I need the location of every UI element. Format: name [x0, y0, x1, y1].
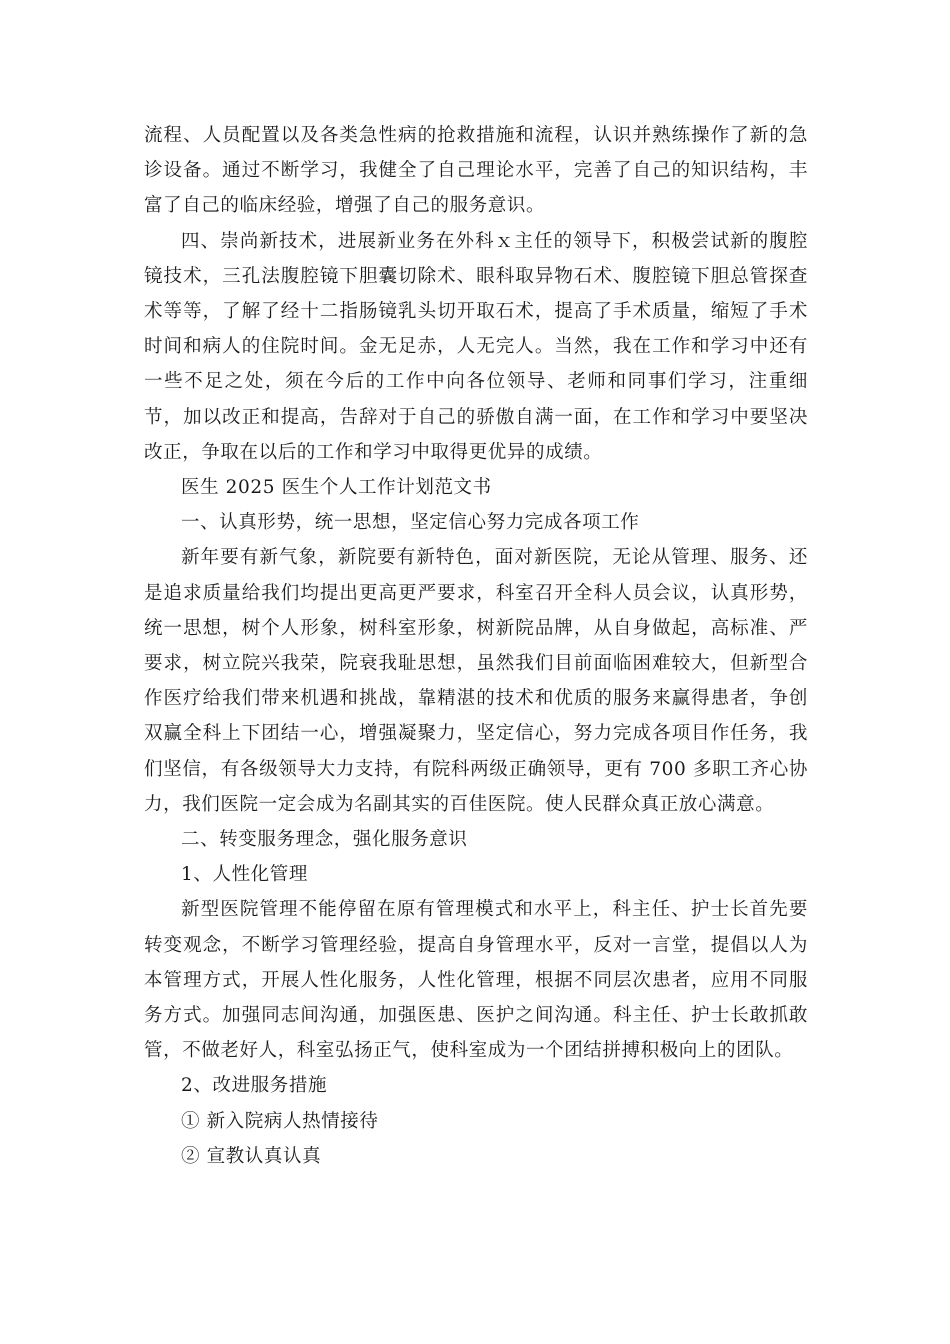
heading-item-two: 2、改进服务措施	[181, 1075, 328, 1097]
document-subtitle: 医生 2025 医生个人工作计划范文书	[181, 477, 492, 499]
list-item-one: ① 新入院病人热情接待	[181, 1110, 379, 1132]
heading-section-one: 一、认真形势，统一思想，坚定信心努力完成各项工作	[181, 512, 640, 534]
heading-section-two: 二、转变服务理念，强化服务意识	[181, 829, 468, 851]
list-item-two: ② 宣教认真认真	[181, 1145, 322, 1167]
paragraph-section-four: 四、崇尚新技术，进展新业务在外科ｘ主任的领导下，积极尝试新的腹腔镜技术，三孔法腹腔镜下胆囊切除术、眼科取异物石术、腹腔镜下胆总管探查术等等，了解了经十二指肠镜乳头切开取石术，提高了手术质量，缩短了手术时间和病人的住院时间。金无足赤，人无完人。当然，我在工作和学习中还有一些不足之处，须在今后的工作中向各位领导、老师和同事们学习，注重细节，加以改正和提高，告辞对于自己的骄傲自满一面，在工作和学习中要坚决改正，争取在以后的工作和学习中取得更优异的成绩。	[144, 230, 808, 463]
paragraph-continuation: 流程、人员配置以及各类急性病的抢救措施和流程，认识并熟练操作了新的急诊设备。通过不断学习，我健全了自己理论水平，完善了自己的知识结构，丰富了自己的临床经验，增强了自己的服务意识。	[144, 125, 808, 217]
document-body	[144, 118, 808, 1174]
paragraph-item-one-body: 新型医院管理不能停留在原有管理模式和水平上，科主任、护士长首先要转变观念，不断学习管理经验，提高自身管理水平，反对一言堂，提倡以人为本管理方式，开展人性化服务，人性化管理，根据不同层次患者，应用不同服务方式。加强同志间沟通，加强医患、医护之间沟通。科主任、护士长敢抓敢管，不做老好人，科室弘扬正气，使科室成为一个团结拼搏积极向上的团队。	[144, 899, 808, 1062]
paragraph-section-one-body: 新年要有新气象，新院要有新特色，面对新医院，无论从管理、服务、还是追求质量给我们均提出更高更严要求，科室召开全科人员会议，认真形势，统一思想，树个人形象，树科室形象，树新院品牌，从自身做起，高标准、严要求，树立院兴我荣，院衰我耻思想，虽然我们目前面临困难较大，但新型合作医疗给我们带来机遇和挑战，靠精湛的技术和优质的服务来赢得患者，争创双赢全科上下团结一心，增强凝聚力，坚定信心，努力完成各项目作任务，我们坚信，有各级领导大力支持，有院科两级正确领导，更有 700 多职工齐心协力，我们医院一定会成为名副其实的百佳医院。使人民群众真正放心满意。	[144, 547, 808, 815]
heading-item-one: 1、人性化管理	[181, 864, 308, 886]
